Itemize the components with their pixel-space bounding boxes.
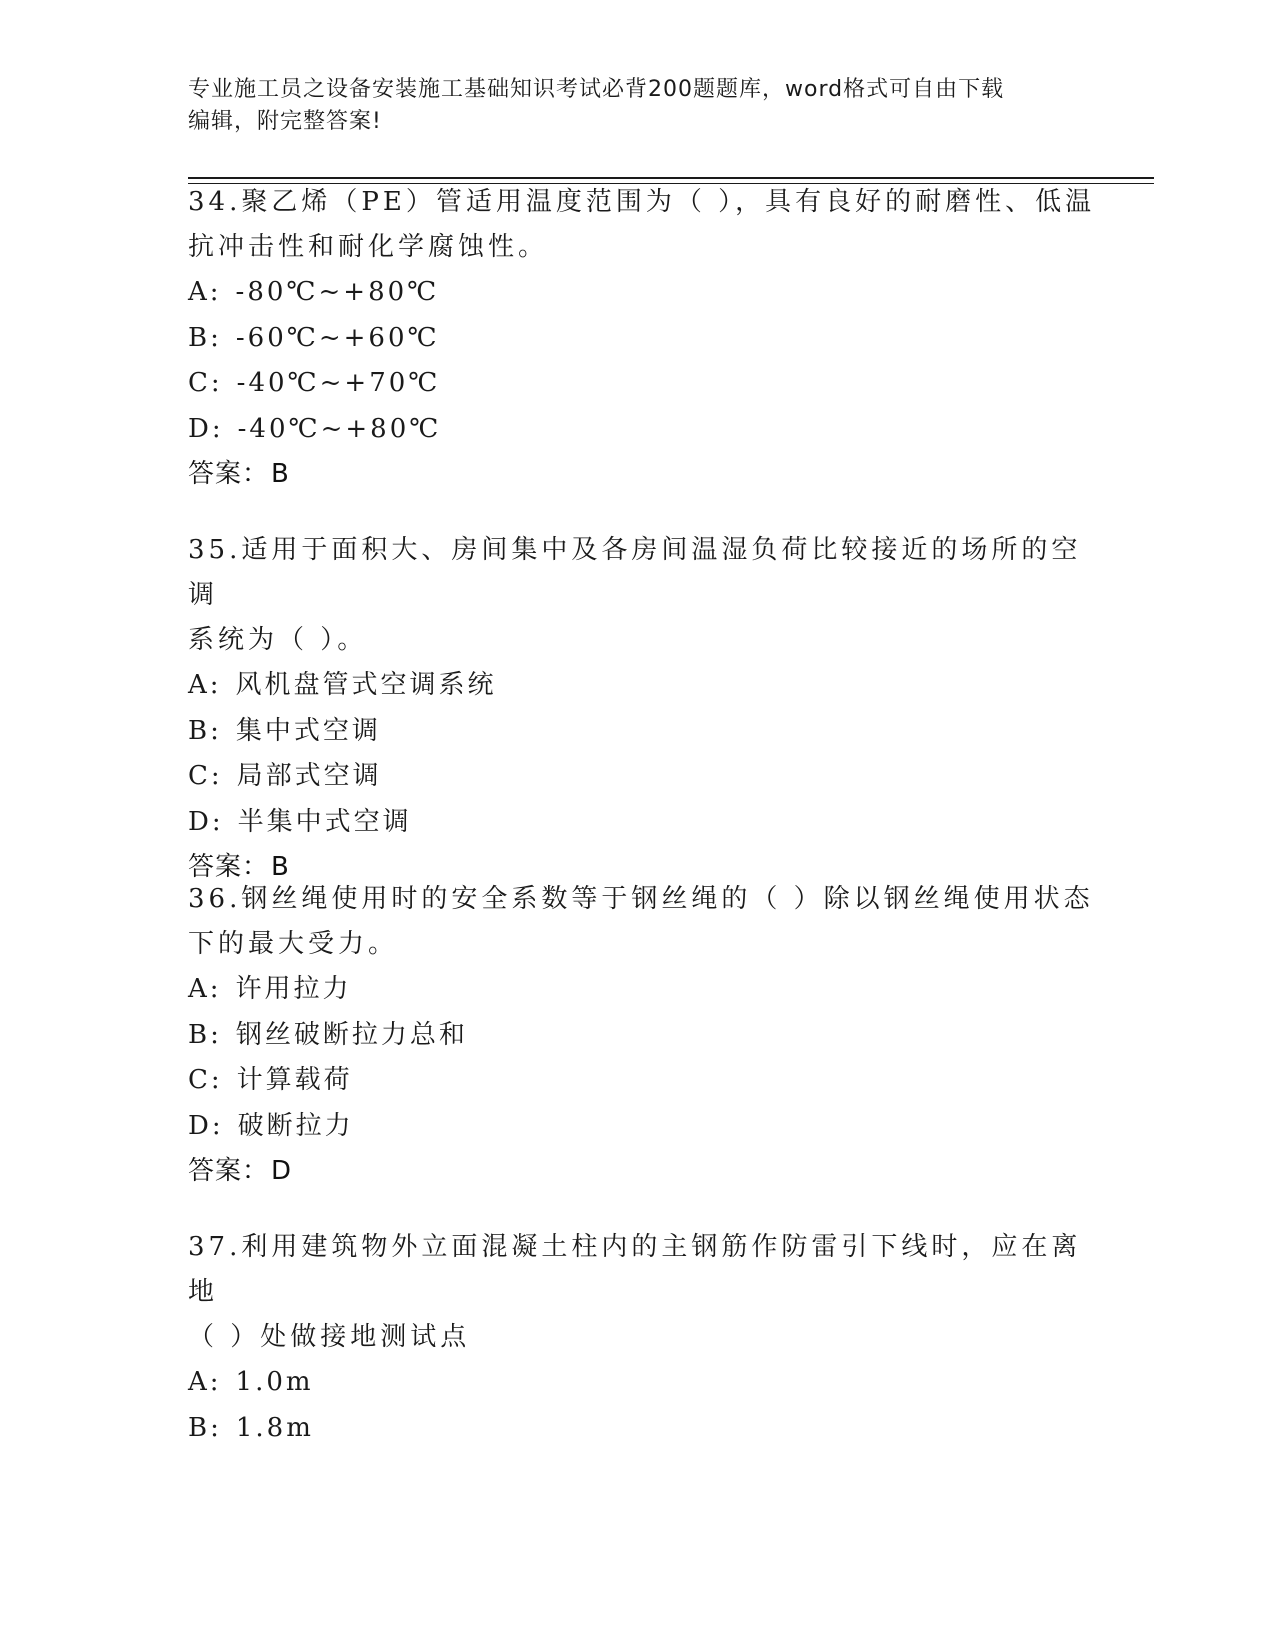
option-text: -80℃~+80℃ [235, 277, 440, 307]
question-text [188, 180, 1108, 225]
option-d: D: 半集中式空调 [188, 806, 412, 837]
question-text-line-2: 系统为（ ）。 [188, 625, 368, 655]
option-text: -40℃~+70℃ [236, 368, 441, 398]
option-text: 风机盘管式空调系统 [235, 670, 497, 700]
option-c: C: 计算载荷 [188, 1065, 353, 1095]
question-number: 36. [188, 884, 242, 914]
question-35 [188, 528, 1108, 889]
option-text: -60℃~+60℃ [235, 322, 440, 353]
option-text: 集中式空调 [235, 715, 381, 746]
question-text-line-2: 下的最大受力。 [188, 929, 399, 959]
option-text: 钢丝破断拉力总和 [235, 1019, 468, 1050]
question-text [188, 877, 1108, 922]
option-b: B: 集中式空调 [188, 715, 381, 746]
question-34 [188, 180, 1108, 496]
answer-value: D [271, 1156, 293, 1186]
option-b: B: -60℃~+60℃ [188, 322, 440, 353]
question-text-line-1: 利用建筑物外立面混凝土柱内的主钢筋作防雷引下线时，应在离地 [188, 1232, 1082, 1307]
answer-line [188, 1149, 1108, 1193]
option-text: -40℃~+80℃ [237, 413, 442, 444]
option-text: 局部式空调 [236, 761, 382, 791]
answer-label: 答案： [188, 852, 270, 882]
answer-label: 答案： [188, 1156, 270, 1186]
option-c: C: -40℃~+70℃ [188, 368, 441, 398]
question-text [188, 528, 1108, 618]
option-a: A: 风机盘管式空调系统 [188, 670, 497, 700]
option-text: 破断拉力 [237, 1110, 354, 1141]
option-a: A: 1.0m [188, 1367, 314, 1397]
option-a: A: 许用拉力 [188, 974, 352, 1004]
question-text-line-1: 聚乙烯（PE）管适用温度范围为（ ），具有良好的耐磨性、低温 [241, 187, 1096, 217]
question-number: 35. [188, 535, 242, 565]
header-line-2: 编辑，附完整答案! [188, 109, 382, 134]
question-36 [188, 877, 1108, 1193]
question-text-line-1: 钢丝绳使用时的安全系数等于钢丝绳的（ ）除以钢丝绳使用状态 [241, 884, 1094, 914]
document-header [188, 74, 1088, 138]
answer-line [188, 452, 1108, 496]
option-text: 计算载荷 [236, 1065, 353, 1095]
option-text: 许用拉力 [235, 974, 352, 1004]
answer-value: B [271, 852, 290, 882]
option-text: 1.8m [235, 1412, 314, 1443]
option-c: C: 局部式空调 [188, 761, 382, 791]
answer-value: B [271, 459, 290, 489]
option-a: A: -80℃~+80℃ [188, 277, 440, 307]
option-d: D: 破断拉力 [188, 1110, 354, 1141]
option-text: 半集中式空调 [237, 806, 412, 837]
header-line-1: 专业施工员之设备安装施工基础知识考试必背200题题库，word格式可自由下载 [188, 77, 1005, 102]
header-divider-thick [188, 177, 1154, 179]
question-number: 34. [188, 187, 242, 217]
answer-label: 答案： [188, 459, 270, 489]
question-text-line-1: 适用于面积大、房间集中及各房间温湿负荷比较接近的场所的空调 [188, 535, 1082, 610]
question-text-line-2: 抗冲击性和耐化学腐蚀性。 [188, 232, 549, 262]
question-text [188, 1225, 1108, 1315]
option-d: D: -40℃~+80℃ [188, 413, 442, 444]
option-text: 1.0m [235, 1367, 314, 1397]
option-b: B: 钢丝破断拉力总和 [188, 1019, 468, 1050]
question-text-line-2: （ ）处做接地测试点 [188, 1322, 471, 1352]
question-37 [188, 1225, 1108, 1451]
question-number: 37. [188, 1232, 242, 1262]
option-b: B: 1.8m [188, 1412, 314, 1443]
